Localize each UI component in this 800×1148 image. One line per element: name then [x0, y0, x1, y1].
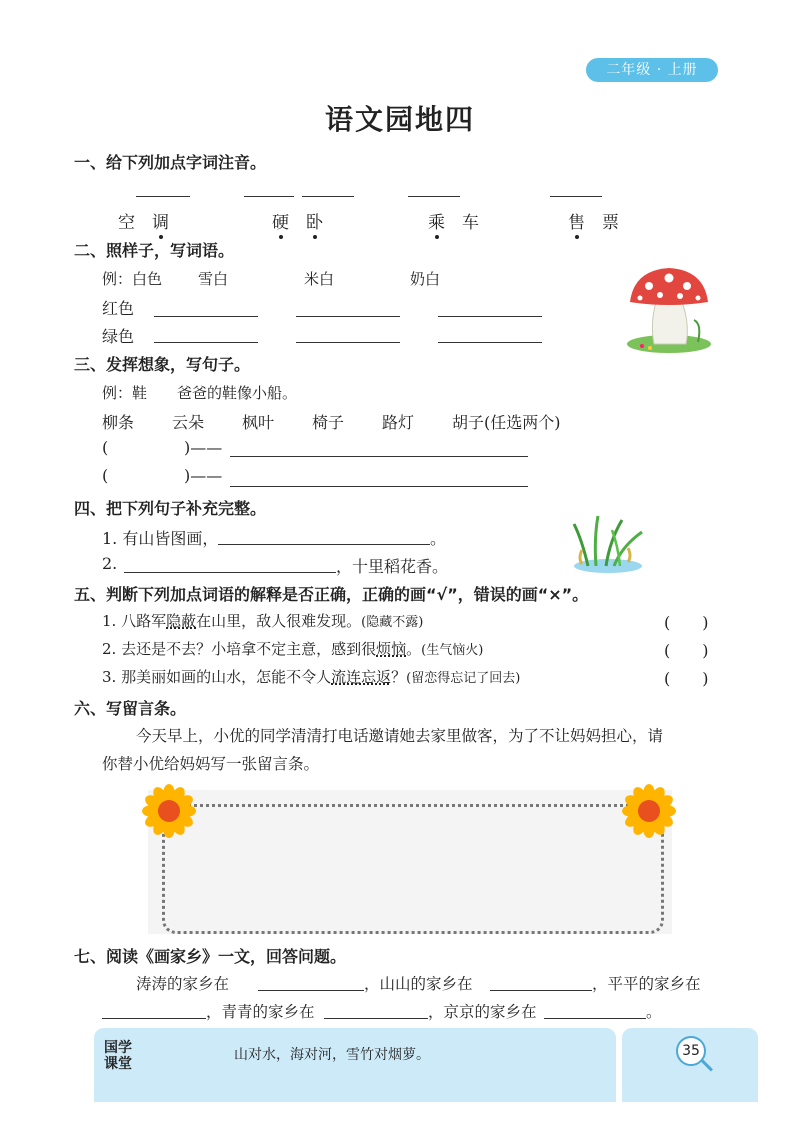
section6-paragraph-line1: 今天早上，小优的同学清清打电话邀请她去家里做客，为了不让妈妈担心，请: [136, 727, 664, 745]
example-word: 奶白: [410, 270, 441, 288]
s7-blank-4[interactable]: [324, 1018, 428, 1019]
s7-line1-a: 涛涛的家乡在: [136, 975, 230, 993]
sentence-blank-2[interactable]: [230, 486, 528, 487]
s7-line1-c: ，平平的家乡在: [592, 975, 701, 993]
red-blank-2[interactable]: [296, 316, 400, 317]
fill-blank-1[interactable]: [218, 544, 430, 545]
row-label-red: 红色: [102, 299, 135, 318]
s7-blank-3[interactable]: [102, 1018, 206, 1019]
red-blank-3[interactable]: [438, 316, 542, 317]
option-word: 柳条: [102, 413, 135, 432]
pinyin-blank-2[interactable]: [244, 196, 294, 197]
section4-heading: 四、把下列句子补充完整。: [74, 499, 267, 518]
footer-guoxue-panel: [94, 1028, 616, 1102]
option-word: 胡子(任选两个): [452, 413, 561, 432]
sentence1-prefix: 1. 有山皆图画，: [102, 529, 219, 548]
section6-paragraph-line2: 你替小优给妈妈写一张留言条。: [102, 755, 320, 773]
paren-open: (: [102, 438, 109, 457]
sentence1-suffix: 。: [430, 529, 447, 548]
red-blank-1[interactable]: [154, 316, 258, 317]
green-blank-2[interactable]: [296, 342, 400, 343]
guoxue-text: 山对水，海对河，雪竹对烟萝。: [234, 1047, 430, 1063]
sentence2-prefix: 2.: [102, 554, 118, 573]
judge-item-2: 2. 去还是不去？小培拿不定主意，感到很烦恼。(生气恼火): [102, 640, 484, 658]
option-word: 枫叶: [242, 413, 275, 432]
judge-item-3: 3. 那美丽如画的山水，怎能不令人流连忘返？(留恋得忘记了回去): [102, 668, 521, 686]
pinyin-blank-4[interactable]: [408, 196, 460, 197]
answer-paren-2[interactable]: ( ): [664, 641, 709, 660]
green-blank-1[interactable]: [154, 342, 258, 343]
section3-example: 例：鞋 爸爸的鞋像小船。: [102, 384, 298, 402]
paren-close-dash: )——: [184, 438, 223, 457]
paren-close-dash: )——: [184, 466, 223, 485]
pinyin-blank-5[interactable]: [550, 196, 602, 197]
example-word: 米白: [304, 270, 335, 288]
sunflower-icon: [622, 784, 676, 838]
green-blank-3[interactable]: [438, 342, 542, 343]
option-word: 云朵: [172, 413, 205, 432]
paren-open: (: [102, 466, 109, 485]
word-shoupiao: 售 票: [568, 208, 619, 233]
s7-blank-2[interactable]: [490, 990, 592, 991]
note-writing-area[interactable]: [162, 804, 664, 934]
pinyin-blank-1[interactable]: [136, 196, 190, 197]
word-yingwo: 硬 卧: [272, 208, 323, 233]
page-title: 语文园地四: [324, 103, 475, 136]
grass-illustration: [568, 510, 648, 576]
guoxue-label: 国学 课堂: [104, 1040, 132, 1072]
s7-blank-5[interactable]: [544, 1018, 646, 1019]
answer-paren-3[interactable]: ( ): [664, 669, 709, 688]
section2-heading: 二、照样子，写词语。: [74, 241, 235, 260]
answer-paren-1[interactable]: ( ): [664, 613, 709, 632]
s7-line2-b: ，京京的家乡在: [428, 1003, 537, 1021]
row-label-green: 绿色: [102, 327, 135, 346]
judge-item-1: 1. 八路军隐蔽在山里，敌人很难发现。(隐藏不露): [102, 612, 424, 630]
section6-heading: 六、写留言条。: [74, 699, 187, 718]
section7-heading: 七、阅读《画家乡》一文，回答问题。: [74, 947, 347, 966]
section1-heading: 一、给下列加点字词注音。: [74, 153, 267, 172]
section3-heading: 三、发挥想象，写句子。: [74, 355, 251, 374]
s7-line2-a: ，青青的家乡在: [206, 1003, 315, 1021]
sentence-blank-1[interactable]: [230, 456, 528, 457]
option-word: 椅子: [312, 413, 345, 432]
pinyin-blank-3[interactable]: [302, 196, 354, 197]
fill-blank-2[interactable]: [124, 572, 336, 573]
example-word: 雪白: [198, 270, 229, 288]
s7-blank-1[interactable]: [258, 990, 364, 991]
page-number: 35: [676, 1036, 706, 1066]
example-label: 例：白色: [102, 270, 163, 288]
s7-line2-c: 。: [646, 1003, 662, 1021]
word-kongtiao: 空 调: [118, 208, 169, 233]
sunflower-icon: [142, 784, 196, 838]
grade-badge: 二年级 · 上册: [586, 58, 718, 82]
mushroom-illustration: [624, 262, 714, 354]
section5-heading: 五、判断下列加点词语的解释是否正确，正确的画“√”，错误的画“×”。: [74, 585, 589, 604]
option-word: 路灯: [382, 413, 415, 432]
s7-line1-b: ，山山的家乡在: [364, 975, 473, 993]
sentence2-suffix: ，十里稻花香。: [336, 557, 449, 576]
word-chengche: 乘 车: [428, 208, 479, 233]
